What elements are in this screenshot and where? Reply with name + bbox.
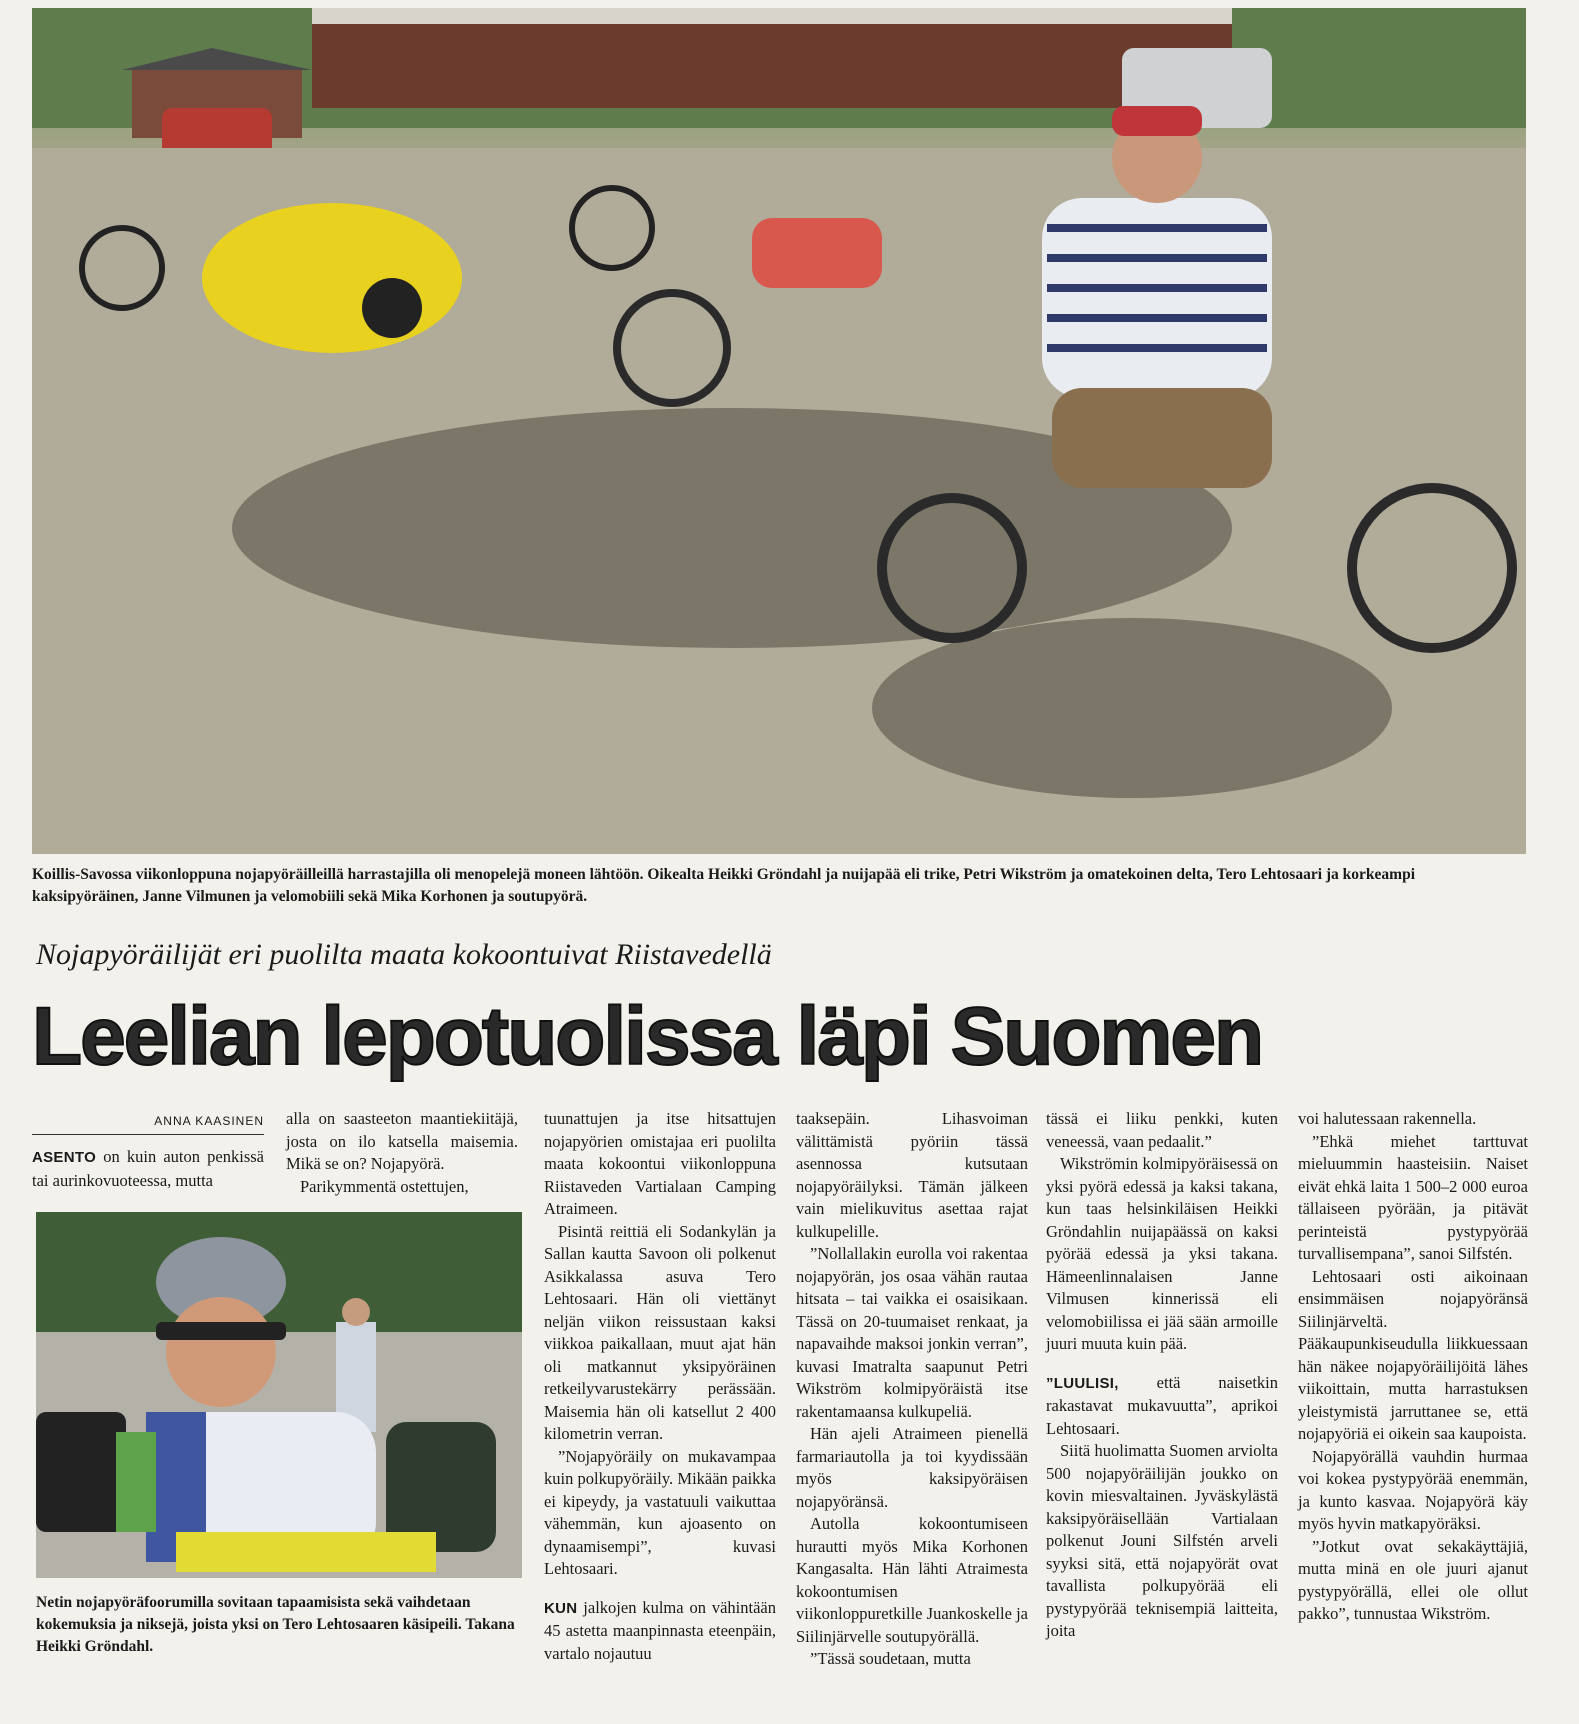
lead-word: ”LUULISI, xyxy=(1046,1374,1119,1392)
column-6 xyxy=(1298,1108,1528,1626)
article-kicker: Nojapyöräilijät eri puolilta maata kokoontuivat Riistavedellä xyxy=(36,938,772,971)
yellow-velomobile xyxy=(202,203,462,353)
col4-paragraph-4: Autolla kokoontumiseen hurautti myös Mika Korhonen Kangasalta. Hän lähti Atraimesta kokoontumisen viikonloppuretkille Juankoskelle ja Siilinjärvelle soutupyörällä. xyxy=(796,1514,1028,1646)
col5-paragraph-2: Wikströmin kolmipyöräisessä on yksi pyörä edessä ja kaksi takana, kun taas helsinkiläisen Heikki Gröndahlin nuijapäässä on kaksi pyörää edessä ja yksi takana. Hämeenlinnalaisen Janne Vilmusen kinnerissä eli velomobiilissa ei jää sään armoille juuri muuta kuin pää. xyxy=(1046,1154,1278,1353)
col3-paragraph-2: Pisintä reittiä eli Sodankylän ja Sallan kautta Savoon oli polkenut Asikkalassa asuva Tero Lehtosaari. Hän oli viettänyt neljän viikon reissustaan kaksi viikkoa paikallaan, muut ajat hän oli matkannut yksipyöräinen retkeilyvarustekärry perässään. Maisemia hän oli katsellut 2 400 kilometrin verran. xyxy=(544,1221,776,1443)
col6-paragraph-1: voi halutessaan rakennella. xyxy=(1298,1109,1477,1128)
sidebar-photo-illustration xyxy=(36,1212,522,1578)
col3-paragraph-4: jalkojen kulma on vähintään 45 astetta maanpinnasta eteenpäin, vartalo nojautuu xyxy=(544,1597,776,1663)
column-5 xyxy=(1046,1108,1278,1643)
byline: ANNA KAASINEN xyxy=(32,1114,264,1135)
col3-paragraph-3: ”Nojapyöräily on mukavampaa kuin polkupyöräily. Mikään paikka ei kipeydy, ja vastatuuli vaikuttaa vähemmän, kun ajoasento on dynaamisempi”, kuvasi Lehtosaari. xyxy=(544,1446,776,1578)
col4-paragraph-3: Hän ajeli Atraimeen pienellä farmariautolla ja toi kyydissään myös kaksipyöräisen nojapyöränsä. xyxy=(796,1424,1028,1511)
sidebar-photo xyxy=(36,1212,522,1578)
col3-paragraph-1: tuunattujen ja itse hitsattujen nojapyörien omistajaa eri puolilta maata kokoontui viikonloppuna Riistaveden Vartialaan Camping Atraimeen. xyxy=(544,1109,776,1218)
col4-paragraph-5: ”Tässä soudetaan, mutta xyxy=(810,1649,971,1668)
column-4 xyxy=(796,1108,1028,1671)
col4-paragraph-2: ”Nollallakin eurolla voi rakentaa nojapyörän, jos osaa vähän rautaa hitsata – tai vaikka ei osaisikaan. Tässä on 20-tuumaiset renkaat, ja napavaihde maksoi jonkin verran”, kuvasi Imatralta saapunut Petri Wikström kolmipyöräistä itse rakentamaansa kulkupeliä. xyxy=(796,1244,1028,1421)
col6-paragraph-2: ”Ehkä miehet tarttuvat mieluummin haasteisiin. Naiset eivät ehkä laita 1 500–2 000 euroa tällaiseen pyörään, ja pitävät perinteistä pystypyörää turvallisempana”, sanoi Silfstén. xyxy=(1298,1131,1528,1263)
col5-paragraph-3: että naisetkin rakastavat mukavuutta”, aprikoi Lehtosaari. xyxy=(1046,1372,1278,1438)
photo-caption: Koillis-Savossa viikonloppuna nojapyöräilleillä harrastajilla oli menopelejä moneen lähtöön. Oikealta Heikki Gröndahl ja nuijapää eli trike, Petri Wikström ja omatekoinen delta, Tero Lehtosaari ja korkeampi kaksipyöräinen, Janne Vilmunen ja velomobiili sekä Mika Korhonen ja soutupyörä. xyxy=(32,866,1416,905)
sunglasses xyxy=(156,1322,286,1340)
sidebar-caption: Netin nojapyöräfoorumilla sovitaan tapaamisista sekä vaihdetaan kokemuksia ja niksejä, joista yksi on Tero Lehtosaaren käsipeili. Takana Heikki Gröndahl. xyxy=(36,1594,515,1655)
main-photo xyxy=(32,8,1526,854)
col1-text: on kuin auton penkissä tai aurinkovuoteessa, mutta xyxy=(32,1147,264,1190)
col2-paragraph: alla on saasteeton maantiekiitäjä, josta on ilo katsella maisemia. Mikä se on? Nojapyörä. xyxy=(286,1109,518,1173)
lead-word: KUN xyxy=(544,1599,578,1617)
column-2 xyxy=(286,1108,518,1198)
main-photo-illustration xyxy=(32,8,1526,854)
col4-paragraph-1: taaksepäin. Lihasvoiman välittämistä pyöriin tässä asennossa kutsutaan nojapyöräilyksi. Tämän jälkeen vain mielikuvitus asettaa rajat kulkupelille. xyxy=(796,1109,1028,1241)
column-1 xyxy=(32,1146,264,1192)
rider-face xyxy=(166,1297,276,1407)
rider-red-shirt xyxy=(752,218,882,288)
lead-word: ASENTO xyxy=(32,1149,97,1166)
shorts xyxy=(1052,388,1272,488)
col5-paragraph-4: Siitä huolimatta Suomen arviolta 500 nojapyöräilijän joukko on kovin miesvaltainen. Jyväskylästä kaksipyöräisellään Vartialaan polkenut Jouni Silfstén arveli syyksi sitä, että nojapyörät ovat tavallista polkupyörää eli pystypyörää teknisempiä laitteita, joita xyxy=(1046,1441,1278,1640)
col2-paragraph-2: Parikymmentä ostettujen, xyxy=(300,1176,469,1196)
article-headline: Leelian lepotuolissa läpi Suomen xyxy=(32,991,1263,1082)
col5-paragraph-1: tässä ei liiku penkki, kuten veneessä, vaan pedaalit.” xyxy=(1046,1109,1278,1151)
col6-paragraph-3: Lehtosaari osti aikoinaan ensimmäisen nojapyöränsä Siilinjärveltä. Pääkaupunkiseudulla liikkuessaan hän näkee nojapyöräilijöitä lähes viikoittain, mutta harrastuksen yleistymistä jarruttanee se, että nojapyöriä ei oikein saa kaupoista. xyxy=(1298,1266,1528,1443)
col6-paragraph-5: ”Jotkut ovat sekakäyttäjiä, mutta minä en ole juuri ajanut pystypyörällä, ellei ole ollut pakko”, tunnustaa Wikström. xyxy=(1298,1536,1528,1623)
column-3 xyxy=(544,1108,776,1665)
red-cap xyxy=(1112,106,1202,136)
bag xyxy=(36,1412,126,1532)
col6-paragraph-4: Nojapyörällä vauhdin hurmaa voi kokea pystypyörää enemmän, ja kunto kasvaa. Nojapyörä käy myös hyvin matkapyöräksi. xyxy=(1298,1446,1528,1533)
